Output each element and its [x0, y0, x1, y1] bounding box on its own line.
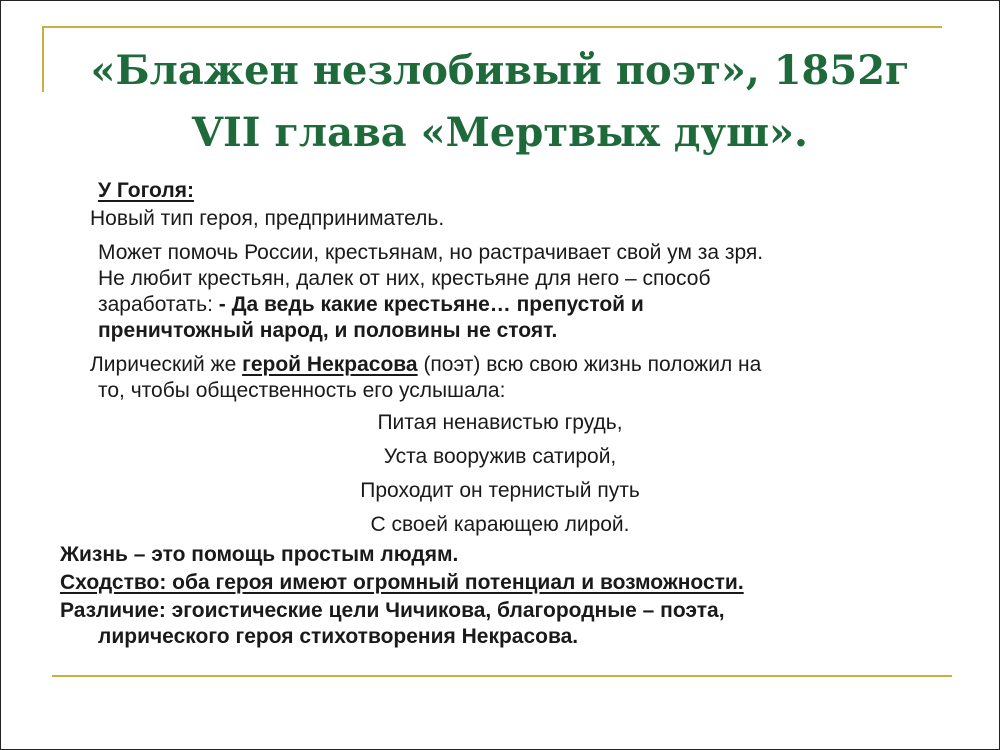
gogol-line-4 [98, 292, 644, 318]
gogol-line-1: Новый тип героя, предприниматель. [90, 207, 445, 230]
nekrasov-line-1-c: (поэт) всю свою жизнь положил на [417, 353, 762, 376]
gogol-quote-start: - Да ведь какие крестьяне… препустой и [218, 293, 644, 316]
gogol-quote-end: преничтожный народ, и половины не стоят. [98, 319, 558, 342]
nekrasov-hero: герой Некрасова [242, 353, 418, 376]
bottom-rule [52, 675, 952, 677]
gogol-heading: У Гоголя: [98, 179, 194, 202]
nekrasov-line-2: то, чтобы общественность его услышала: [98, 379, 506, 402]
poem-line-3: Проходит он тернистый путь [360, 479, 640, 502]
title-line-1: «Блажен незлобивый поэт», 1852г [90, 47, 910, 94]
poem-line-1: Питая ненавистью грудь, [377, 411, 623, 434]
top-rule [42, 26, 942, 28]
title-line-2: VII глава «Мертвых душ». [192, 109, 808, 156]
difference-line-2: лирического героя стихотворения Некрасова. [98, 625, 579, 648]
similarity-conclusion: Сходство: оба героя имеют огромный потенциал и возможности. [60, 571, 744, 594]
life-conclusion: Жизнь – это помощь простым людям. [60, 543, 459, 566]
poem-line-2: Уста вооружив сатирой, [383, 445, 617, 468]
nekrasov-line-1 [90, 352, 761, 378]
poem-line-4: С своей карающею лирой. [370, 513, 630, 536]
difference-line-1: Различие: эгоистические цели Чичикова, благородные – поэта, [60, 599, 725, 622]
gogol-line-4-plain: заработать: [98, 293, 219, 316]
gogol-line-2: Может помочь России, крестьянам, но растрачивает свой ум за зря. [98, 241, 764, 264]
slide-title [40, 40, 960, 164]
gogol-line-3: Не любит крестьян, далек от них, крестьяне для него – способ [98, 267, 711, 290]
nekrasov-line-1-a: Лирический же [90, 353, 243, 376]
